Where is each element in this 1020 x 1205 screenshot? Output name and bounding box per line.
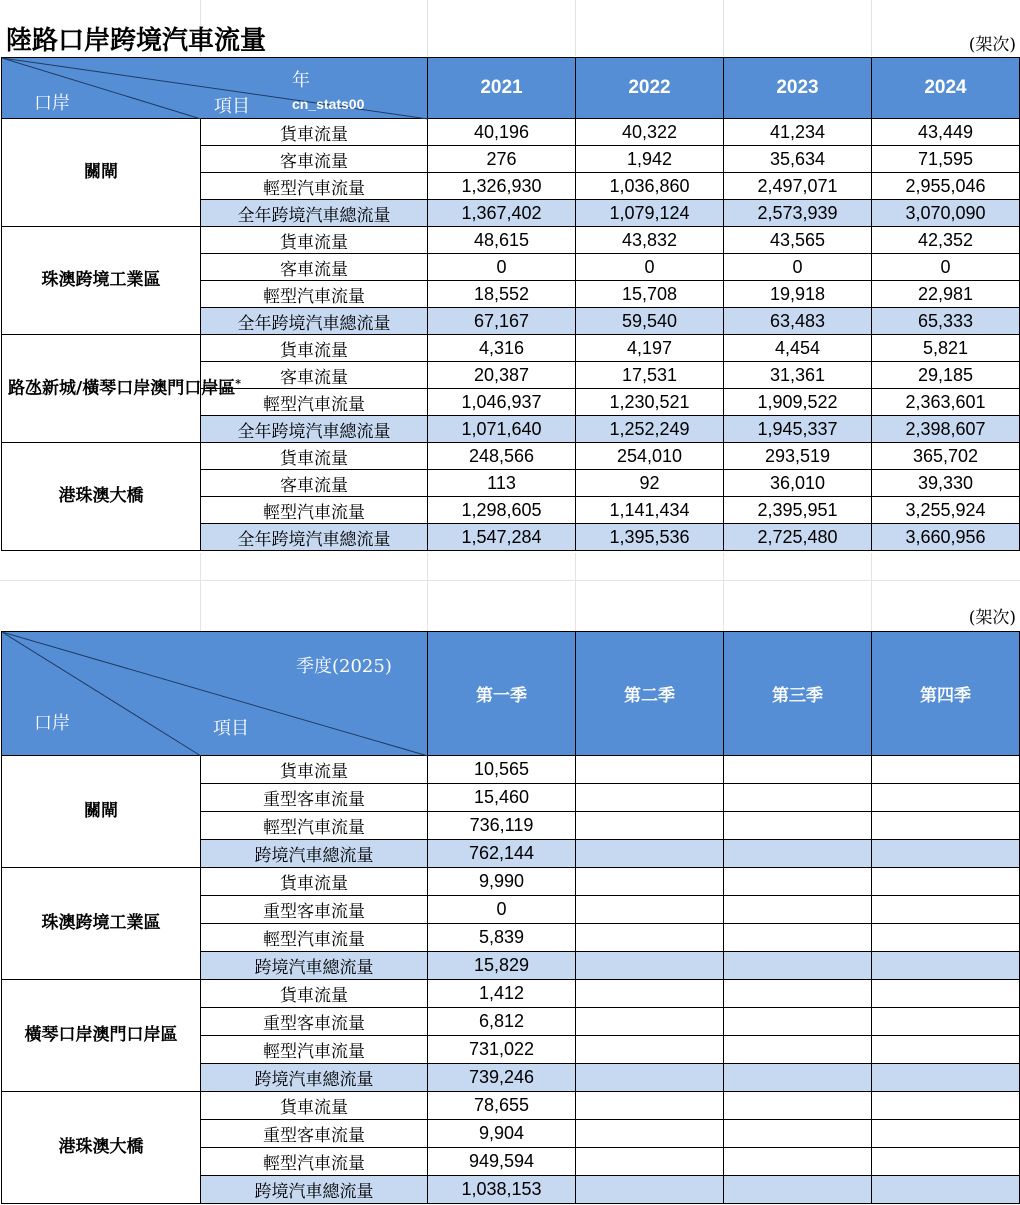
value-cell bbox=[724, 980, 872, 1008]
value-cell: 18,552 bbox=[428, 281, 576, 308]
value-cell: 2,497,071 bbox=[724, 173, 872, 200]
item-label: 重型客車流量 bbox=[201, 896, 428, 924]
value-cell: 9,990 bbox=[428, 868, 576, 896]
item-label: 貨車流量 bbox=[201, 119, 428, 146]
value-cell bbox=[724, 1120, 872, 1148]
value-cell bbox=[724, 784, 872, 812]
value-cell bbox=[724, 756, 872, 784]
value-cell: 1,547,284 bbox=[428, 524, 576, 551]
value-cell: 43,449 bbox=[872, 119, 1020, 146]
value-cell: 3,255,924 bbox=[872, 497, 1020, 524]
value-cell: 17,531 bbox=[576, 362, 724, 389]
value-cell bbox=[576, 896, 724, 924]
gridline bbox=[200, 553, 201, 631]
item-label: 全年跨境汽車總流量 bbox=[201, 524, 428, 551]
item-label: 貨車流量 bbox=[201, 443, 428, 470]
value-cell: 22,981 bbox=[872, 281, 1020, 308]
value-cell: 15,708 bbox=[576, 281, 724, 308]
value-cell: 762,144 bbox=[428, 840, 576, 868]
value-cell bbox=[872, 756, 1020, 784]
value-cell: 2,363,601 bbox=[872, 389, 1020, 416]
gridline bbox=[871, 0, 872, 56]
value-cell: 1,071,640 bbox=[428, 416, 576, 443]
value-cell: 113 bbox=[428, 470, 576, 497]
item-label: 重型客車流量 bbox=[201, 1008, 428, 1036]
value-cell: 6,812 bbox=[428, 1008, 576, 1036]
port-name bbox=[2, 1092, 201, 1204]
value-cell: 20,387 bbox=[428, 362, 576, 389]
port-name bbox=[2, 443, 201, 551]
year-header: 2023 bbox=[724, 58, 872, 119]
item-label: 跨境汽車總流量 bbox=[201, 1064, 428, 1092]
quarter-header: 第一季 bbox=[428, 632, 576, 756]
value-cell bbox=[872, 1036, 1020, 1064]
table-row bbox=[2, 1092, 1020, 1120]
port-name-text: 港珠澳大橋 bbox=[58, 485, 144, 506]
corner-header bbox=[2, 58, 428, 119]
table-row bbox=[2, 868, 1020, 896]
value-cell: 71,595 bbox=[872, 146, 1020, 173]
quarter-header: 第二季 bbox=[576, 632, 724, 756]
value-cell: 1,230,521 bbox=[576, 389, 724, 416]
year-header: 2021 bbox=[428, 58, 576, 119]
value-cell: 1,252,249 bbox=[576, 416, 724, 443]
value-cell bbox=[724, 1064, 872, 1092]
value-cell: 31,361 bbox=[724, 362, 872, 389]
value-cell: 276 bbox=[428, 146, 576, 173]
port-name bbox=[2, 756, 201, 868]
value-cell bbox=[724, 1176, 872, 1204]
value-cell: 1,079,124 bbox=[576, 200, 724, 227]
table-row bbox=[2, 443, 1020, 470]
item-label: 重型客車流量 bbox=[201, 1120, 428, 1148]
item-label: 輕型汽車流量 bbox=[201, 389, 428, 416]
value-cell bbox=[872, 1008, 1020, 1036]
item-label: 客車流量 bbox=[201, 146, 428, 173]
value-cell bbox=[576, 1092, 724, 1120]
value-cell: 1,141,434 bbox=[576, 497, 724, 524]
gridline bbox=[0, 580, 1020, 581]
item-label: 客車流量 bbox=[201, 254, 428, 281]
port-name-text: 珠澳跨境工業區 bbox=[41, 912, 161, 933]
item-label: 貨車流量 bbox=[201, 335, 428, 362]
item-label: 貨車流量 bbox=[201, 980, 428, 1008]
value-cell bbox=[872, 1120, 1020, 1148]
item-label: 貨車流量 bbox=[201, 227, 428, 254]
value-cell: 2,398,607 bbox=[872, 416, 1020, 443]
value-cell: 736,119 bbox=[428, 812, 576, 840]
value-cell bbox=[872, 1092, 1020, 1120]
value-cell: 42,352 bbox=[872, 227, 1020, 254]
item-label: 跨境汽車總流量 bbox=[201, 1176, 428, 1204]
item-label: 輕型汽車流量 bbox=[201, 497, 428, 524]
value-cell: 35,634 bbox=[724, 146, 872, 173]
port-name-text: 關閘 bbox=[84, 800, 118, 821]
value-cell: 19,918 bbox=[724, 281, 872, 308]
value-cell: 2,395,951 bbox=[724, 497, 872, 524]
value-cell bbox=[576, 952, 724, 980]
value-cell bbox=[724, 812, 872, 840]
value-cell bbox=[576, 784, 724, 812]
value-cell bbox=[872, 868, 1020, 896]
gridline bbox=[871, 553, 872, 631]
value-cell: 293,519 bbox=[724, 443, 872, 470]
value-cell: 2,573,939 bbox=[724, 200, 872, 227]
item-label: 全年跨境汽車總流量 bbox=[201, 416, 428, 443]
value-cell: 248,566 bbox=[428, 443, 576, 470]
value-cell: 0 bbox=[872, 254, 1020, 281]
value-cell: 0 bbox=[724, 254, 872, 281]
value-cell bbox=[724, 840, 872, 868]
value-cell bbox=[872, 784, 1020, 812]
port-name bbox=[2, 227, 201, 335]
value-cell: 0 bbox=[576, 254, 724, 281]
footnote-marker: * bbox=[235, 376, 241, 390]
value-cell: 1,412 bbox=[428, 980, 576, 1008]
item-label: 全年跨境汽車總流量 bbox=[201, 200, 428, 227]
item-label: 客車流量 bbox=[201, 362, 428, 389]
page-title: 陸路口岸跨境汽車流量 bbox=[6, 26, 267, 56]
value-cell: 1,367,402 bbox=[428, 200, 576, 227]
item-label: 輕型汽車流量 bbox=[201, 924, 428, 952]
value-cell: 1,038,153 bbox=[428, 1176, 576, 1204]
value-cell: 0 bbox=[428, 896, 576, 924]
gridline bbox=[723, 0, 724, 56]
value-cell bbox=[576, 1148, 724, 1176]
port-name-text: 珠澳跨境工業區 bbox=[41, 269, 161, 290]
item-label: 貨車流量 bbox=[201, 756, 428, 784]
item-label: 輕型汽車流量 bbox=[201, 812, 428, 840]
corner-code-label: cn_stats00 bbox=[292, 96, 365, 112]
value-cell bbox=[872, 1176, 1020, 1204]
value-cell: 365,702 bbox=[872, 443, 1020, 470]
value-cell: 1,945,337 bbox=[724, 416, 872, 443]
value-cell bbox=[576, 756, 724, 784]
value-cell: 5,821 bbox=[872, 335, 1020, 362]
annual-table bbox=[1, 57, 1020, 551]
value-cell bbox=[872, 896, 1020, 924]
value-cell: 29,185 bbox=[872, 362, 1020, 389]
value-cell: 9,904 bbox=[428, 1120, 576, 1148]
quarterly-table bbox=[1, 631, 1020, 1204]
item-label: 全年跨境汽車總流量 bbox=[201, 308, 428, 335]
value-cell: 4,454 bbox=[724, 335, 872, 362]
value-cell bbox=[872, 952, 1020, 980]
item-label: 跨境汽車總流量 bbox=[201, 952, 428, 980]
corner-item-label: 項目 bbox=[214, 96, 250, 117]
item-label: 貨車流量 bbox=[201, 1092, 428, 1120]
value-cell bbox=[576, 1036, 724, 1064]
value-cell: 0 bbox=[428, 254, 576, 281]
corner-port-label: 口岸 bbox=[34, 713, 70, 734]
value-cell bbox=[724, 1008, 872, 1036]
value-cell bbox=[724, 896, 872, 924]
value-cell: 1,036,860 bbox=[576, 173, 724, 200]
value-cell: 65,333 bbox=[872, 308, 1020, 335]
quarter-header: 第三季 bbox=[724, 632, 872, 756]
value-cell: 40,322 bbox=[576, 119, 724, 146]
port-name-text: 關閘 bbox=[84, 161, 118, 182]
value-cell: 92 bbox=[576, 470, 724, 497]
value-cell bbox=[872, 840, 1020, 868]
value-cell: 43,565 bbox=[724, 227, 872, 254]
item-label: 跨境汽車總流量 bbox=[201, 840, 428, 868]
port-name bbox=[2, 868, 201, 980]
item-label: 輕型汽車流量 bbox=[201, 281, 428, 308]
value-cell bbox=[576, 924, 724, 952]
table-row bbox=[2, 980, 1020, 1008]
value-cell: 1,395,536 bbox=[576, 524, 724, 551]
value-cell bbox=[872, 1064, 1020, 1092]
value-cell bbox=[872, 924, 1020, 952]
item-label: 輕型汽車流量 bbox=[201, 1036, 428, 1064]
value-cell bbox=[576, 980, 724, 1008]
corner-year-label: 年 bbox=[292, 70, 310, 91]
value-cell: 2,725,480 bbox=[724, 524, 872, 551]
gridline bbox=[575, 0, 576, 56]
year-header: 2022 bbox=[576, 58, 724, 119]
gridline bbox=[723, 553, 724, 631]
value-cell bbox=[576, 1064, 724, 1092]
value-cell bbox=[576, 1120, 724, 1148]
port-name bbox=[2, 335, 241, 443]
value-cell bbox=[872, 980, 1020, 1008]
value-cell bbox=[724, 1148, 872, 1176]
corner-header bbox=[2, 632, 428, 756]
port-name bbox=[2, 119, 201, 227]
corner-port-label: 口岸 bbox=[34, 93, 70, 114]
value-cell: 949,594 bbox=[428, 1148, 576, 1176]
value-cell: 40,196 bbox=[428, 119, 576, 146]
value-cell bbox=[576, 1176, 724, 1204]
value-cell bbox=[724, 1036, 872, 1064]
value-cell bbox=[724, 868, 872, 896]
value-cell bbox=[872, 812, 1020, 840]
gridline bbox=[427, 553, 428, 631]
corner-period-label: 季度(2025) bbox=[296, 656, 392, 677]
value-cell: 739,246 bbox=[428, 1064, 576, 1092]
value-cell bbox=[724, 1092, 872, 1120]
item-label: 輕型汽車流量 bbox=[201, 173, 428, 200]
value-cell: 15,829 bbox=[428, 952, 576, 980]
table-row bbox=[2, 119, 1020, 146]
value-cell: 59,540 bbox=[576, 308, 724, 335]
corner-item-label: 項目 bbox=[213, 718, 249, 739]
value-cell: 36,010 bbox=[724, 470, 872, 497]
port-name-text: 橫琴口岸澳門口岸區 bbox=[24, 1024, 178, 1045]
gridline bbox=[427, 0, 428, 56]
value-cell: 2,955,046 bbox=[872, 173, 1020, 200]
table-row bbox=[2, 227, 1020, 254]
value-cell: 63,483 bbox=[724, 308, 872, 335]
port-name bbox=[2, 980, 201, 1092]
value-cell: 1,942 bbox=[576, 146, 724, 173]
port-name-text: 路氹新城/橫琴口岸澳門口岸區 bbox=[8, 378, 236, 399]
quarter-header: 第四季 bbox=[872, 632, 1020, 756]
table-row bbox=[2, 335, 1020, 362]
value-cell: 3,070,090 bbox=[872, 200, 1020, 227]
value-cell: 1,326,930 bbox=[428, 173, 576, 200]
value-cell: 43,832 bbox=[576, 227, 724, 254]
value-cell bbox=[872, 1148, 1020, 1176]
item-label: 貨車流量 bbox=[201, 868, 428, 896]
value-cell: 78,655 bbox=[428, 1092, 576, 1120]
value-cell: 4,197 bbox=[576, 335, 724, 362]
value-cell: 731,022 bbox=[428, 1036, 576, 1064]
value-cell: 1,909,522 bbox=[724, 389, 872, 416]
value-cell: 3,660,956 bbox=[872, 524, 1020, 551]
year-header: 2024 bbox=[872, 58, 1020, 119]
value-cell: 1,298,605 bbox=[428, 497, 576, 524]
value-cell: 67,167 bbox=[428, 308, 576, 335]
value-cell bbox=[724, 924, 872, 952]
value-cell bbox=[576, 868, 724, 896]
value-cell: 15,460 bbox=[428, 784, 576, 812]
value-cell: 5,839 bbox=[428, 924, 576, 952]
item-label: 輕型汽車流量 bbox=[201, 1148, 428, 1176]
table-row bbox=[2, 756, 1020, 784]
unit-label: (架次) bbox=[968, 608, 1016, 628]
gridline bbox=[575, 553, 576, 631]
value-cell: 41,234 bbox=[724, 119, 872, 146]
port-name-text: 港珠澳大橋 bbox=[58, 1136, 144, 1157]
value-cell bbox=[576, 1008, 724, 1036]
value-cell bbox=[576, 812, 724, 840]
item-label: 重型客車流量 bbox=[201, 784, 428, 812]
value-cell: 39,330 bbox=[872, 470, 1020, 497]
value-cell: 4,316 bbox=[428, 335, 576, 362]
value-cell: 254,010 bbox=[576, 443, 724, 470]
value-cell: 48,615 bbox=[428, 227, 576, 254]
value-cell bbox=[576, 840, 724, 868]
value-cell: 1,046,937 bbox=[428, 389, 576, 416]
value-cell bbox=[724, 952, 872, 980]
value-cell: 10,565 bbox=[428, 756, 576, 784]
item-label: 客車流量 bbox=[201, 470, 428, 497]
unit-label: (架次) bbox=[968, 35, 1016, 55]
